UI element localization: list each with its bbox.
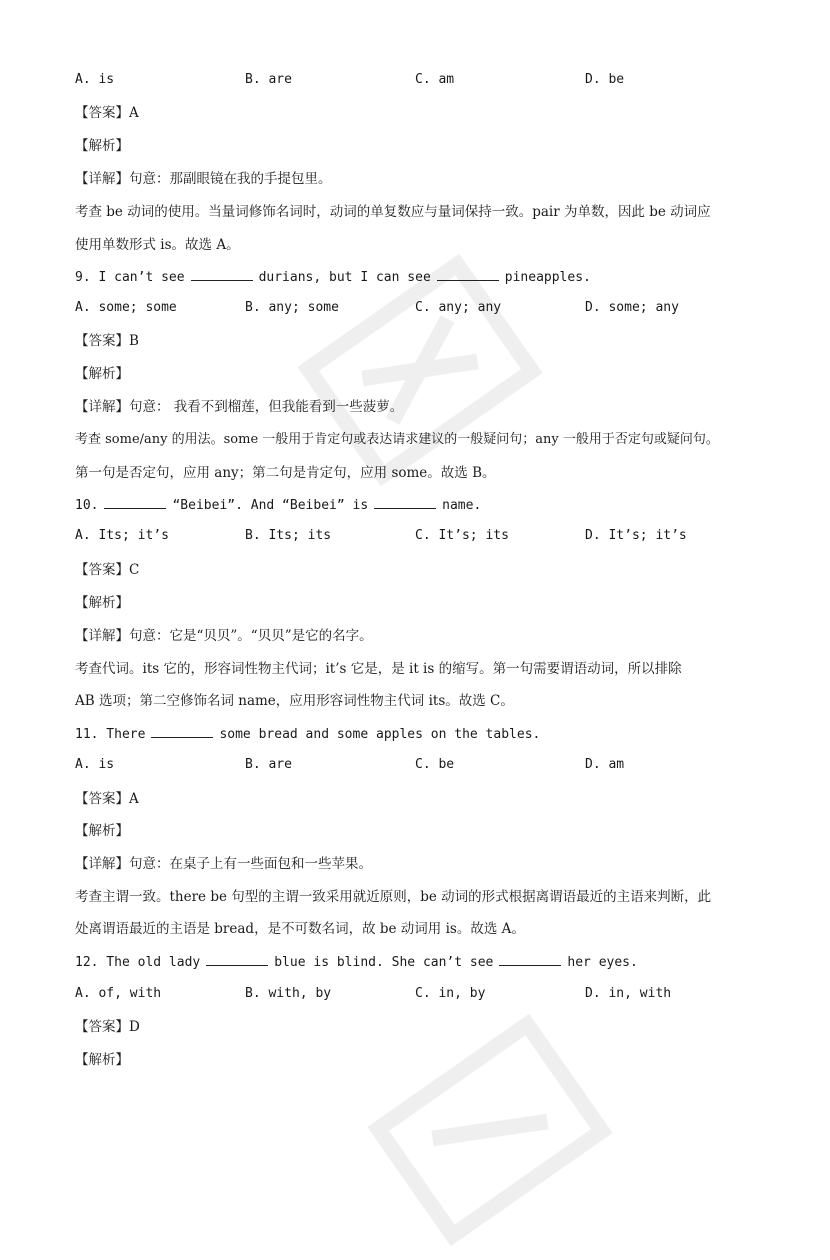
explanation-text: 考查 some/any 的用法。some 一般用于肯定句或表达请求建议的一般疑问句；any 一般用于否定句或疑问句。	[75, 432, 719, 447]
option-b: B. with, by	[245, 986, 332, 1001]
explanation-text: 处离谓语最近的主语是 bread，是不可数名词，故 be 动词用 is。故选 A。	[75, 921, 525, 937]
answer-blank	[437, 268, 499, 281]
option-a: A. Its; it’s	[75, 528, 169, 543]
question-text: 9. I can’t see	[75, 270, 185, 285]
answer-label: 【答案】D	[75, 1019, 140, 1035]
answer-blank	[499, 953, 561, 966]
answer-blank	[104, 496, 166, 509]
option-d: D. some; any	[585, 300, 679, 315]
option-b: B. are	[245, 72, 292, 87]
option-c: C. am	[415, 72, 455, 87]
explanation-text: 考查主谓一致。there be 句型的主谓一致采用就近原则，be 动词的形式根据离谓语最近的主语来判断，此	[75, 889, 712, 905]
detail-text: 【详解】句意：在桌子上有一些面包和一些苹果。	[75, 856, 372, 872]
option-a: A. some; some	[75, 300, 177, 315]
explanation-text: AB 选项；第二空修饰名词 name，应用形容词性物主代词 its。故选 C。	[75, 693, 514, 709]
explanation-text: 第一句是否定句，应用 any；第二句是肯定句，应用 some。故选 B。	[75, 465, 496, 481]
answer-blank	[191, 268, 253, 281]
option-d: D. in, with	[585, 986, 672, 1001]
question-text: blue is blind. She can’t see	[274, 955, 494, 970]
explanation-text: 考查 be 动词的使用。当量词修饰名词时，动词的单复数应与量词保持一致。pair 为单数，因此 be 动词应	[75, 204, 711, 220]
answer-blank	[374, 496, 436, 509]
question-text: 11. There	[75, 727, 146, 742]
question-text: 12. The old lady	[75, 955, 201, 970]
answer-label: 【答案】A	[75, 105, 139, 121]
detail-text: 【详解】句意：那副眼镜在我的手提包里。	[75, 171, 332, 187]
question-9	[75, 268, 591, 287]
option-b: B. are	[245, 757, 292, 772]
question-text: some bread and some apples on the tables.	[219, 727, 541, 742]
answer-blank	[206, 953, 268, 966]
option-c: C. any; any	[415, 300, 502, 315]
answer-label: 【答案】A	[75, 791, 139, 807]
analysis-label: 【解析】	[75, 1052, 129, 1068]
watermark-icon	[360, 1000, 620, 1260]
analysis-label: 【解析】	[75, 138, 129, 154]
answer-label: 【答案】C	[75, 562, 140, 578]
question-10	[75, 496, 481, 515]
question-text: name.	[442, 498, 482, 513]
question-text: “Beibei”. And “Beibei” is	[172, 498, 369, 513]
explanation-text: 考查代词。its 它的，形容词性物主代词；it’s 它是，是 it is 的缩写。第一句需要谓语动词，所以排除	[75, 661, 682, 677]
question-text: pineapples.	[504, 270, 591, 285]
option-a: A. of, with	[75, 986, 162, 1001]
question-text: durians, but I can see	[258, 270, 431, 285]
option-d: D. am	[585, 757, 625, 772]
detail-text: 【详解】句意：它是“贝贝”。“贝贝”是它的名字。	[75, 628, 373, 644]
option-d: D. be	[585, 72, 625, 87]
analysis-label: 【解析】	[75, 595, 129, 611]
detail-text: 【详解】句意： 我看不到榴莲，但我能看到一些菠萝。	[75, 399, 404, 415]
option-b: B. any; some	[245, 300, 339, 315]
option-d: D. It’s; it’s	[585, 528, 687, 543]
answer-blank	[151, 725, 213, 738]
explanation-text: 使用单数形式 is。故选 A。	[75, 237, 240, 253]
question-text: 10.	[75, 498, 99, 513]
option-c: C. in, by	[415, 986, 486, 1001]
option-b: B. Its; its	[245, 528, 332, 543]
answer-label: 【答案】B	[75, 333, 139, 349]
option-c: C. be	[415, 757, 455, 772]
question-11	[75, 725, 540, 744]
option-c: C. It’s; its	[415, 528, 509, 543]
question-12	[75, 953, 638, 972]
option-a: A. is	[75, 72, 115, 87]
question-text: her eyes.	[567, 955, 638, 970]
analysis-label: 【解析】	[75, 366, 129, 382]
option-a: A. is	[75, 757, 115, 772]
analysis-label: 【解析】	[75, 823, 129, 839]
